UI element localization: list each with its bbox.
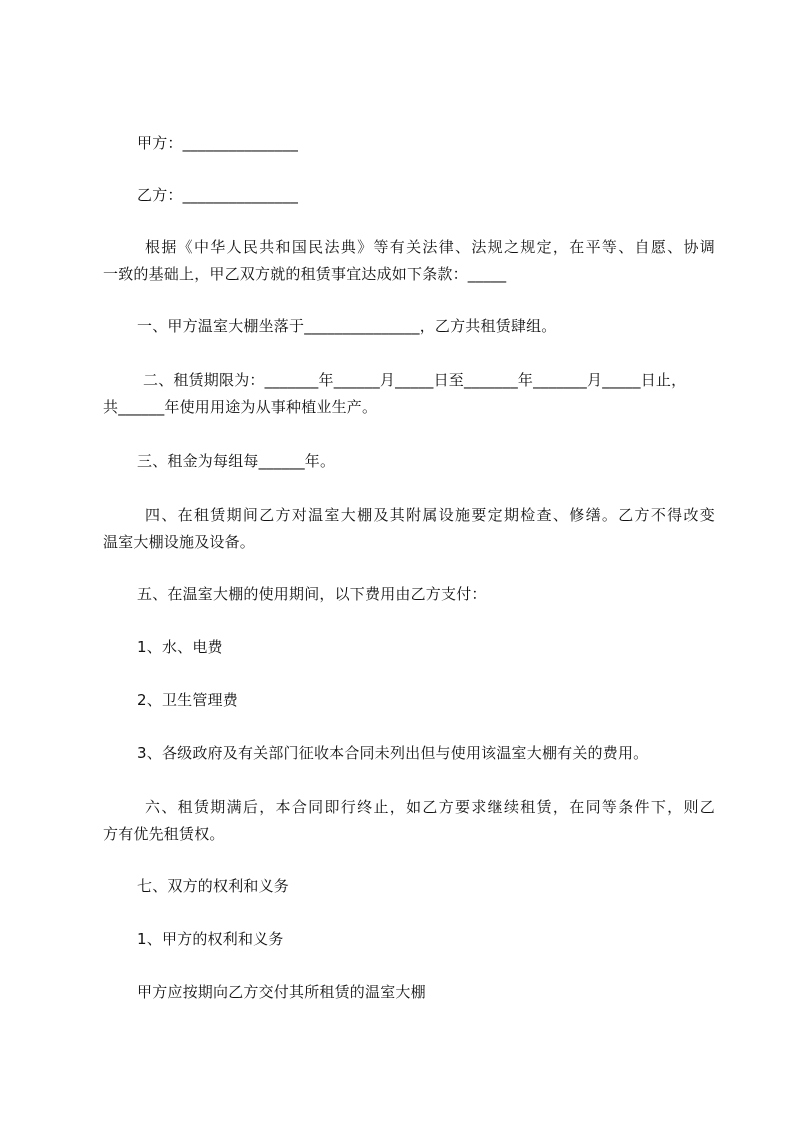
list-item-3: 3、各级政府及有关部门征收本合同未列出但与使用该温室大棚有关的费用。 [137, 744, 649, 762]
clause-2-line-2: 共______年使用用途为从事种植业生产。 [103, 398, 378, 416]
clause-4-line-2: 温室大棚设施及设备。 [103, 533, 256, 551]
list-item-1: 1、水、电费 [137, 638, 223, 656]
subclause-1-line: 1、甲方的权利和义务 [137, 930, 284, 948]
preamble-line-2: 一致的基础上，甲乙双方就的租赁事宜达成如下条款：_____ [103, 265, 507, 283]
clause-6-line-1: 六、租赁期满后，本合同即行终止，如乙方要求继续租赁，在同等条件下，则乙 [145, 798, 715, 816]
clause-6-line-2: 方有优先租赁权。 [103, 825, 225, 843]
preamble-line-1: 根据《中华人民共和国民法典》等有关法律、法规之规定，在平等、自愿、协调 [145, 238, 715, 256]
clause-5-line: 五、在温室大棚的使用期间，以下费用由乙方支付： [137, 585, 487, 603]
list-item-2: 2、卫生管理费 [137, 691, 238, 709]
clause-7-line: 七、双方的权利和义务 [137, 877, 290, 895]
subclause-1-body-line: 甲方应按期向乙方交付其所租赁的温室大棚 [137, 983, 426, 1001]
party-a-line: 甲方：_______________ [137, 134, 299, 152]
clause-1-line: 一、甲方温室大棚坐落于_______________，乙方共租赁肆组。 [137, 317, 557, 335]
clause-3-line: 三、租金为每组每______年。 [137, 452, 336, 470]
clause-4-line-1: 四、在租赁期间乙方对温室大棚及其附属设施要定期检查、修缮。乙方不得改变 [145, 506, 715, 524]
clause-2-line-1: 二、租赁期限为：_______年______月_____日至_______年_______月_____日止， [143, 371, 687, 389]
party-b-line: 乙方：_______________ [137, 186, 299, 204]
